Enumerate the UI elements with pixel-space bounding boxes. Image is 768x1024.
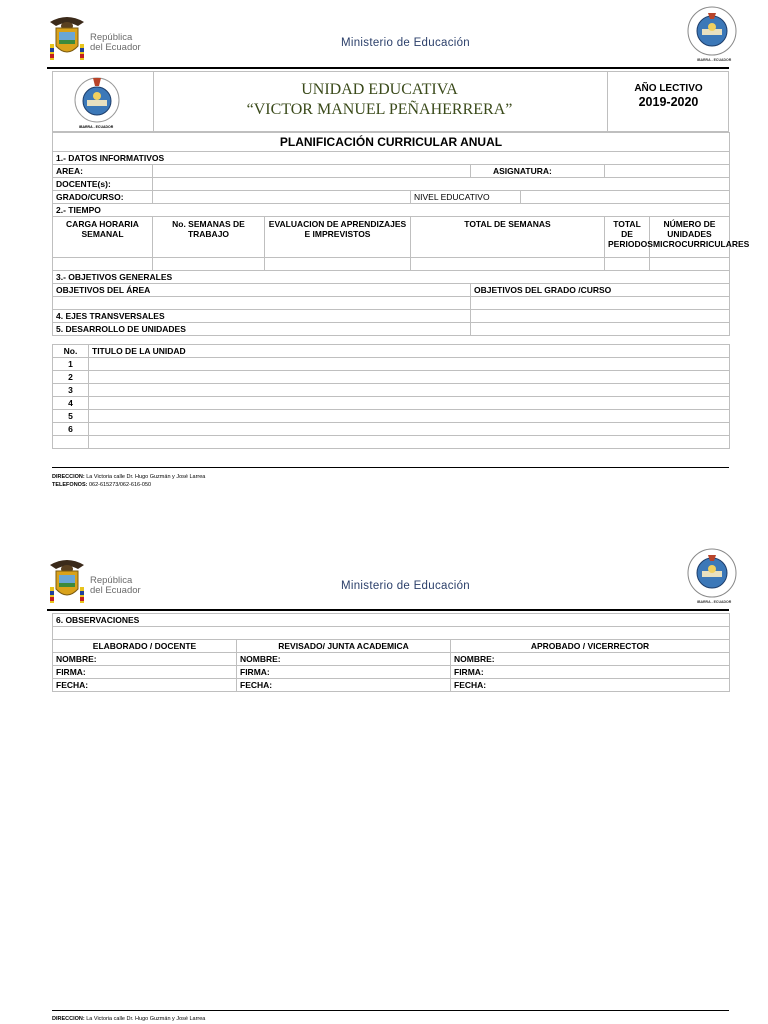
sec3-title: 3.- OBJETIVOS GENERALES: [53, 271, 730, 284]
nombre-field[interactable]: NOMBRE:: [451, 653, 730, 666]
col-aprobado: APROBADO / VICERRECTOR: [451, 640, 730, 653]
republic-line1: República: [90, 32, 133, 43]
objetivos-grado-value[interactable]: [471, 297, 730, 310]
asignatura-value[interactable]: [605, 165, 730, 178]
school-seal-icon: [68, 74, 126, 124]
observaciones-value[interactable]: [53, 627, 730, 640]
docente-label: DOCENTE(s):: [53, 178, 153, 191]
year-value: 2019-2020: [638, 95, 699, 109]
tiempo-header: TOTAL DE SEMANAS: [411, 217, 605, 258]
nivel-label: NIVEL EDUCATIVO: [411, 191, 521, 204]
firma-field[interactable]: FIRMA:: [53, 666, 237, 679]
unit-row-title[interactable]: [89, 371, 730, 384]
grado-value[interactable]: [153, 191, 411, 204]
footer-address: [52, 1015, 205, 1023]
ecuador-coat-of-arms-icon: [46, 14, 88, 64]
unit-row-number: [53, 436, 89, 449]
unit-row-title[interactable]: [89, 410, 730, 423]
footer-phones: [52, 481, 205, 489]
header-divider: [47, 67, 729, 69]
title-logo-cell: [53, 72, 154, 131]
footer-phones-label: TELEFONOS:: [52, 482, 88, 488]
footer: [52, 473, 205, 489]
asignatura-label: ASIGNATURA:: [471, 165, 605, 178]
tiempo-value[interactable]: [265, 258, 411, 271]
school-name: [153, 80, 606, 120]
unit-row-number: 2: [53, 371, 89, 384]
republic-line2: del Ecuador: [90, 42, 141, 53]
unit-row-number: 4: [53, 397, 89, 410]
tiempo-header: No. SEMANAS DE TRABAJO: [153, 217, 265, 258]
seal-caption: IBARRA - ECUADOR: [697, 58, 732, 62]
tiempo-header: EVALUACION DE APRENDIZAJES E IMPREVISTOS: [265, 217, 411, 258]
school-seal-icon: [686, 5, 738, 57]
firma-field[interactable]: FIRMA:: [451, 666, 730, 679]
title-seal-caption: IBARRA - ECUADOR: [79, 125, 114, 129]
unit-row-number: 3: [53, 384, 89, 397]
fecha-field[interactable]: FECHA:: [53, 679, 237, 692]
title-box: [52, 71, 729, 132]
sec2-title: 2.- TIEMPO: [53, 204, 730, 217]
footer-address-value: La Victoria calle Dr. Hugo Guzmán y José Larrea: [86, 1016, 206, 1022]
unit-row-number: 5: [53, 410, 89, 423]
republic-name: [90, 33, 141, 53]
school-title-line2: “VICTOR MANUEL PEÑAHERRERA”: [246, 101, 513, 118]
ministry-name: Ministerio de Educación: [341, 37, 470, 49]
area-label: AREA:: [53, 165, 153, 178]
tiempo-header: CARGA HORARIA SEMANAL: [53, 217, 153, 258]
units-col-title: TITULO DE LA UNIDAD: [89, 345, 730, 358]
sec1-title: 1.- DATOS INFORMATIVOS: [53, 152, 730, 165]
units-col-no: No.: [53, 345, 89, 358]
signatures-table: [52, 613, 730, 692]
footer-address: [52, 473, 205, 481]
sec5-title: 5. DESARROLLO DE UNIDADES: [53, 323, 471, 336]
planning-table: [52, 132, 750, 336]
unit-row-title[interactable]: [89, 397, 730, 410]
nivel-value[interactable]: [521, 191, 730, 204]
area-value[interactable]: [153, 165, 471, 178]
footer-divider: [52, 467, 729, 468]
objetivos-area-value[interactable]: [53, 297, 471, 310]
col-revisado: REVISADO/ JUNTA ACADEMICA: [237, 640, 451, 653]
fecha-field[interactable]: FECHA:: [237, 679, 451, 692]
sec4-title: 4. EJES TRANSVERSALES: [53, 310, 471, 323]
nombre-field[interactable]: NOMBRE:: [237, 653, 451, 666]
unit-row-title[interactable]: [89, 358, 730, 371]
sec5-title-filler: [471, 323, 730, 336]
year-label: AÑO LECTIVO: [634, 83, 703, 94]
unit-row-number: 6: [53, 423, 89, 436]
footer-divider: [52, 1010, 729, 1011]
objetivos-area-label: OBJETIVOS DEL ÁREA: [53, 284, 471, 297]
tiempo-value[interactable]: [605, 258, 650, 271]
unit-row-title[interactable]: [89, 384, 730, 397]
objetivos-grado-label: OBJETIVOS DEL GRADO /CURSO: [471, 284, 730, 297]
school-seal-icon: [686, 547, 738, 599]
tiempo-value[interactable]: [153, 258, 265, 271]
tiempo-value[interactable]: [650, 258, 730, 271]
footer: [52, 1015, 205, 1023]
units-table: [52, 344, 730, 449]
footer-address-value: La Victoria calle Dr. Hugo Guzmán y José Larrea: [86, 474, 206, 480]
footer-phones-value: 062-615273/062-616-050: [88, 482, 152, 488]
tiempo-value[interactable]: [411, 258, 605, 271]
firma-field[interactable]: FIRMA:: [237, 666, 451, 679]
footer-address-label: DIRECCION:: [52, 1016, 85, 1022]
fecha-field[interactable]: FECHA:: [451, 679, 730, 692]
sec6-title: 6. OBSERVACIONES: [53, 614, 730, 627]
republic-line2: del Ecuador: [90, 585, 141, 596]
republic-line1: República: [90, 575, 133, 586]
tiempo-value[interactable]: [53, 258, 153, 271]
footer-address-label: DIRECCION:: [52, 474, 85, 480]
plan-title: PLANIFICACIÓN CURRICULAR ANUAL: [53, 133, 730, 152]
republic-name: [90, 576, 141, 596]
unit-row-title[interactable]: [89, 436, 730, 449]
year-cell: [607, 72, 729, 131]
unit-row-number: 1: [53, 358, 89, 371]
ejes-value[interactable]: [471, 310, 730, 323]
tiempo-header: NÚMERO DE UNIDADES MICROCURRICULARES: [650, 217, 730, 258]
school-title-line1: UNIDAD EDUCATIVA: [301, 81, 458, 98]
col-elaborado: ELABORADO / DOCENTE: [53, 640, 237, 653]
tiempo-header: TOTAL DE PERIODOS: [605, 217, 650, 258]
unit-row-title[interactable]: [89, 423, 730, 436]
grado-label: GRADO/CURSO:: [53, 191, 153, 204]
header-divider: [47, 609, 729, 611]
seal-caption: IBARRA - ECUADOR: [697, 600, 732, 604]
nombre-field[interactable]: NOMBRE:: [53, 653, 237, 666]
ecuador-coat-of-arms-icon: [46, 557, 88, 607]
docente-value[interactable]: [153, 178, 730, 191]
ministry-name: Ministerio de Educación: [341, 580, 470, 592]
